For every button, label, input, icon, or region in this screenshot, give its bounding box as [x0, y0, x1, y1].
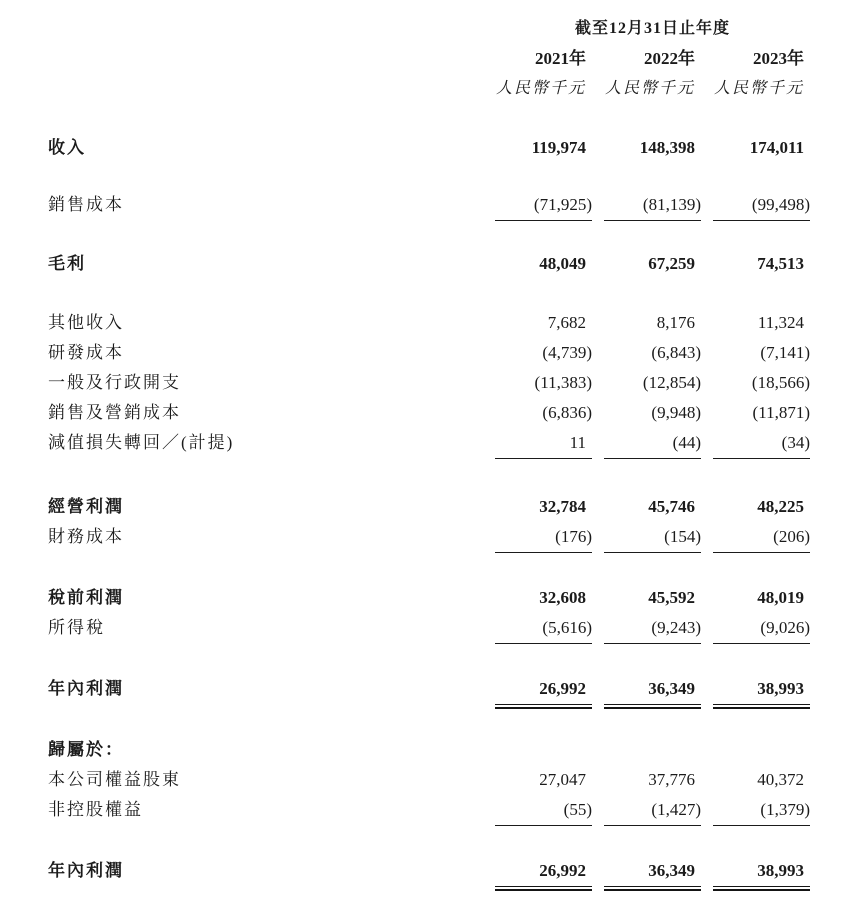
row-operating-profit: [48, 492, 810, 522]
header-period-row: [48, 14, 810, 44]
value-2021: (5,616): [495, 613, 592, 644]
value-2021: (4,739): [542, 343, 592, 362]
row-profit-for-year: [48, 674, 810, 705]
value-2021: (71,925): [495, 190, 592, 221]
value-2023: 174,011: [749, 138, 804, 157]
row-gross-profit: [48, 249, 810, 279]
header-years-row: [48, 44, 810, 74]
value-2023: 38,993: [713, 674, 810, 705]
period-title: 截至12月31日止年度: [574, 20, 730, 37]
row-label: 所得稅: [48, 618, 105, 637]
row-profit-before-tax: [48, 583, 810, 613]
row-other-income: [48, 308, 810, 338]
year-2022-header: 2022年: [644, 49, 695, 68]
row-label: 收入: [48, 138, 86, 157]
unit-label: 人民幣千元: [713, 80, 804, 97]
value-2022: (12,854): [642, 373, 701, 392]
row-label: 銷售成本: [48, 195, 124, 214]
value-2021: (55): [495, 795, 592, 826]
unit-label: 人民幣千元: [495, 80, 586, 97]
row-income-tax: [48, 613, 810, 644]
value-2021: (11,383): [534, 373, 592, 392]
row-label: 年內利潤: [48, 679, 124, 698]
row-label: 年內利潤: [48, 861, 124, 880]
value-2023: 38,993: [713, 856, 810, 887]
year-2021-header: 2021年: [535, 49, 586, 68]
value-2023: 74,513: [757, 254, 804, 273]
value-2023: 48,225: [757, 497, 804, 516]
value-2021: 119,974: [531, 138, 586, 157]
header-units-row: [48, 74, 810, 104]
value-2022: (9,243): [604, 613, 701, 644]
value-2022: (1,427): [604, 795, 701, 826]
row-label: 銷售及營銷成本: [48, 403, 181, 422]
row-attributable-to: [48, 735, 810, 765]
value-2021: 32,608: [539, 588, 586, 607]
row-general-admin-expenses: [48, 368, 810, 398]
value-2021: 7,682: [547, 313, 586, 332]
row-label: 本公司權益股東: [48, 770, 181, 789]
value-2022: (81,139): [604, 190, 701, 221]
value-2021: (6,836): [542, 403, 592, 422]
value-2023: (34): [713, 428, 810, 459]
row-label: 非控股權益: [48, 800, 143, 819]
value-2023: 11,324: [757, 313, 804, 332]
value-2021: 26,992: [495, 856, 592, 887]
value-2021: 32,784: [539, 497, 586, 516]
value-2022: 148,398: [639, 138, 695, 157]
row-label: 研發成本: [48, 343, 124, 362]
row-non-controlling-interests: [48, 795, 810, 826]
value-2022: (6,843): [651, 343, 701, 362]
value-2022: 67,259: [648, 254, 695, 273]
value-2023: (99,498): [713, 190, 810, 221]
value-2022: 36,349: [604, 856, 701, 887]
value-2023: 40,372: [757, 770, 804, 789]
row-selling-marketing-costs: [48, 398, 810, 428]
row-label: 稅前利潤: [48, 588, 124, 607]
row-rd-costs: [48, 338, 810, 368]
value-2021: 27,047: [539, 770, 586, 789]
unit-label: 人民幣千元: [604, 80, 695, 97]
value-2022: (9,948): [651, 403, 701, 422]
row-impairment-reversal: [48, 428, 810, 459]
row-cost-of-sales: [48, 190, 810, 221]
row-finance-costs: [48, 522, 810, 553]
row-label: 一般及行政開支: [48, 373, 181, 392]
value-2022: 8,176: [656, 313, 695, 332]
value-2022: (154): [604, 522, 701, 553]
year-2023-header: 2023年: [753, 49, 804, 68]
row-profit-for-year-total: [48, 856, 810, 887]
value-2023: (206): [713, 522, 810, 553]
value-2021: 26,992: [495, 674, 592, 705]
row-label: 財務成本: [48, 527, 124, 546]
value-2023: (7,141): [760, 343, 810, 362]
value-2023: (9,026): [713, 613, 810, 644]
value-2023: 48,019: [757, 588, 804, 607]
value-2022: 36,349: [604, 674, 701, 705]
row-equity-shareholders: [48, 765, 810, 795]
value-2023: (1,379): [713, 795, 810, 826]
value-2022: (44): [604, 428, 701, 459]
row-label: 減值損失轉回／(計提): [48, 433, 235, 452]
value-2021: 48,049: [539, 254, 586, 273]
value-2022: 37,776: [648, 770, 695, 789]
row-label: 毛利: [48, 254, 86, 273]
value-2022: 45,592: [648, 588, 695, 607]
value-2022: 45,746: [648, 497, 695, 516]
value-2021: 11: [495, 428, 592, 459]
value-2021: (176): [495, 522, 592, 553]
row-revenue: [48, 133, 810, 163]
value-2023: (11,871): [752, 403, 810, 422]
row-label: 歸屬於：: [48, 740, 124, 759]
row-label: 其他收入: [48, 313, 124, 332]
row-label: 經營利潤: [48, 497, 124, 516]
value-2023: (18,566): [751, 373, 810, 392]
